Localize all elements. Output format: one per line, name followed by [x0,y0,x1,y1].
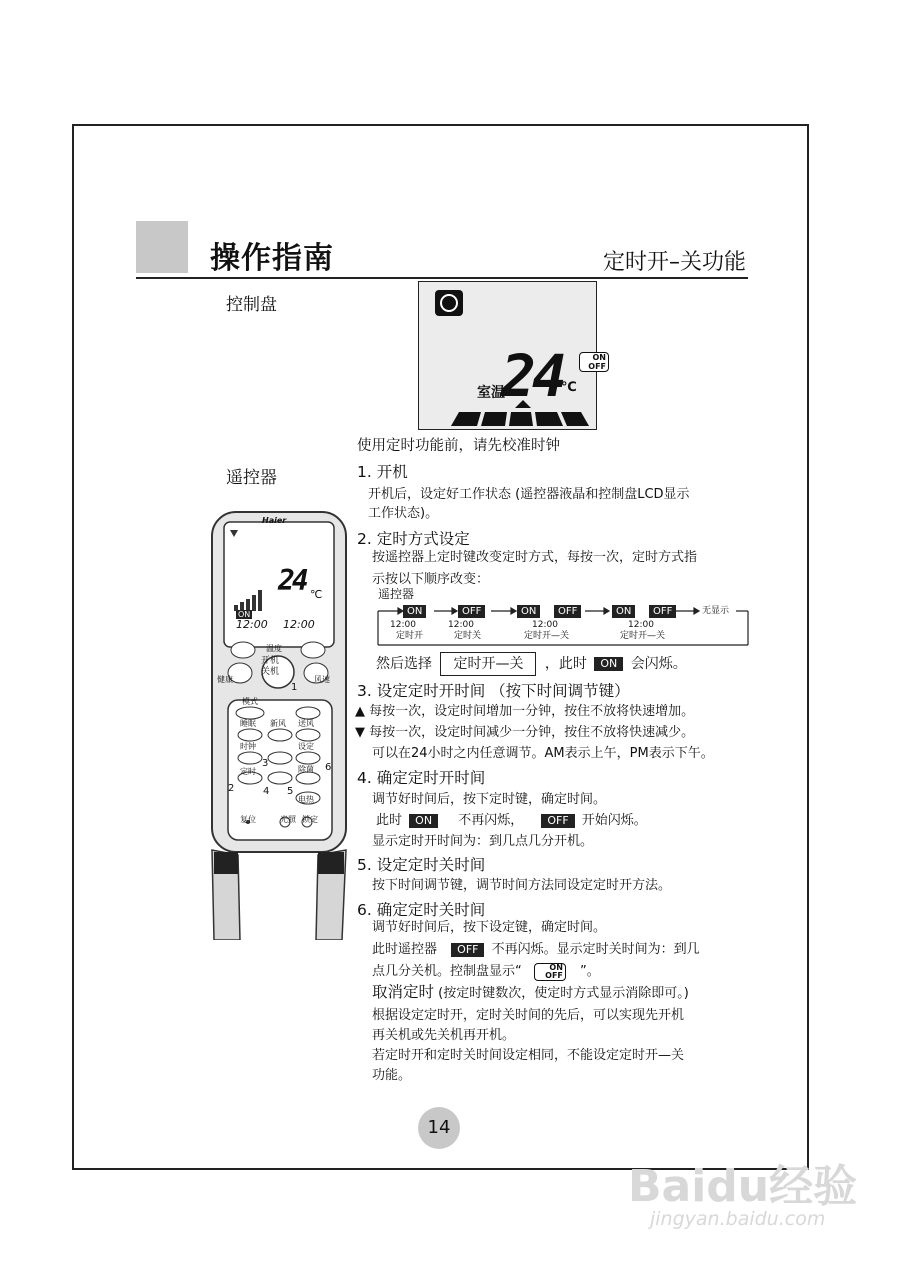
note-1: 根据设定定时开，定时关时间的先后，可以实现先开机 [372,1008,685,1023]
callout-3: 3 [262,758,269,769]
s4-off-badge: OFF [541,814,574,828]
timer-on-text: ON [592,353,606,362]
s6-text3b: ”。 [580,964,600,979]
step-3-note: 可以在24小时之内任意调节。AM表示上午，PM表示下午。 [372,746,714,761]
callout-1: 1 [291,682,298,693]
then-post: 会闪烁。 [630,656,687,672]
seq-off-1: OFF [458,605,485,618]
fresh-air-button[interactable]: 新风 [270,719,286,728]
page-title: 操作指南 [210,241,334,276]
note-3: 若定时开和定时关时间设定相同，不能设定定时开—关 [372,1048,685,1063]
seq-time-1: 12:00 [390,620,416,630]
step-4-text-2 [376,811,647,830]
light-button[interactable]: 光照 [280,815,296,824]
remote-time-on: 12:00 [236,618,268,631]
seq-none: 无显示 [702,606,730,616]
panel-unit: ℃ [561,380,577,395]
sequence-remote-label: 遥控器 [378,587,415,601]
clock-button[interactable]: 时钟 [240,742,256,751]
fan-button-label: 风速 [314,675,330,684]
timer-on-off-icon [534,963,566,981]
s6-pre: 此时遥控器 [372,942,438,957]
page-number: 14 [418,1107,460,1149]
cancel-timer-line [372,983,689,1003]
fan-icon [435,290,463,316]
then-pre: 然后选择 [376,656,432,672]
step-6-text-3 [372,962,600,981]
step-5-text-1: 按下时间调节键，调节时间方法同设定定时开方法。 [372,878,672,893]
step-1-text-1: 开机后，设定好工作状态 (遥控器液晶和控制盘LCD显示 [368,487,690,502]
step-2-text-2: 示按以下顺序改变： [372,572,490,587]
s6-icon-off: OFF [545,970,563,980]
seq-on-2: ON [517,605,540,618]
step-3-down: ▼ 每按一次，设定时间减少一分钟，按住不放将快速减少。 [355,725,695,740]
step-6-text-2 [372,940,700,959]
watermark-logo: Baidu经验 [628,1161,858,1212]
remote-unit: ℃ [310,588,323,601]
timer-off-text: OFF [588,362,606,371]
remote-on-indicator: ON [238,610,251,619]
seq-off-2: OFF [554,605,581,618]
swing-button[interactable]: 送风 [298,719,314,728]
seq-on-1: ON [403,605,426,618]
intro-text: 使用定时功能前，请先校准时钟 [357,438,560,454]
section-title: 定时开–关功能 [602,250,746,275]
temp-button-label: 温度 [266,644,282,653]
heater-button[interactable]: 电热 [298,795,314,804]
s6-post: 不再闪烁。显示定时关时间为：到几 [491,942,700,957]
callout-4: 4 [263,786,270,797]
room-temp-label: 室温 [477,385,505,401]
on-badge: ON [594,657,623,671]
step-5-title: 5. 设定定时关时间 [357,856,486,874]
set-button[interactable]: 设定 [298,742,314,751]
cancel-text: (按定时键数次，使定时方式显示消除即可。) [438,986,689,1001]
timer-button[interactable]: 定时 [240,767,256,776]
health-button-label: 健康 [217,675,233,684]
s6-icon-on: ON [549,962,563,972]
callout-6: 6 [325,762,332,773]
remote-brand: Haier [262,516,287,525]
title-rule [136,277,748,279]
step-6-text-1: 调节好时间后，按下设定键，确定时间。 [372,920,607,935]
remote-label: 遥控器 [226,468,277,488]
seq-on-3: ON [612,605,635,618]
step-3-up: ▲ 每按一次，设定时间增加一分钟，按住不放将快速增加。 [355,704,695,719]
seq-cap-4: 定时开—关 [620,631,666,641]
mode-button[interactable]: 模式 [242,697,258,706]
s4-on-badge: ON [409,814,438,828]
s6-text3a: 点几分关机。控制盘显示“ [372,964,522,979]
seq-time-4: 12:00 [628,620,654,630]
note-2: 再关机或先关机再开机。 [372,1028,516,1043]
lock-button[interactable]: 锁定 [302,815,318,824]
step-4-text-3: 显示定时开时间为：到几点几分开机。 [372,834,594,849]
step-1-text-2: 工作状态)。 [368,506,439,521]
step-6-title: 6. 确定定时关时间 [357,901,486,919]
panel-timer-icon [579,352,609,372]
step-2-text-1: 按遥控器上定时键改变定时方式，每按一次，定时方式指 [372,550,698,565]
control-panel-label: 控制盘 [226,295,277,315]
s4-pre: 此时 [376,813,403,828]
power-button[interactable]: 开机 关机 [261,656,280,677]
seq-cap-1: 定时开 [396,631,424,641]
seq-off-3: OFF [649,605,676,618]
step-3-title: 3. 设定定时开时间 （按下时间调节键） [357,682,630,700]
callout-2: 2 [228,783,235,794]
seq-cap-2: 定时关 [454,631,482,641]
step-2-title: 2. 定时方式设定 [357,530,470,548]
s4-mid: 不再闪烁， [458,813,524,828]
sleep-button[interactable]: 睡眠 [240,719,256,728]
section-tab [136,221,188,273]
seq-cap-3: 定时开—关 [524,631,570,641]
seq-time-2: 12:00 [448,620,474,630]
step-4-text-1: 调节好时间后，按下定时键，确定时间。 [372,792,607,807]
s4-post: 开始闪烁。 [581,813,647,828]
cancel-title: 取消定时 [372,983,435,1001]
remote-time-off: 12:00 [283,618,315,631]
timer-mode-sequence [376,605,751,647]
then-mid: ，此时 [544,656,587,672]
step-2-then [376,652,687,676]
mode-selection-box: 定时开—关 [440,652,536,676]
reset-button[interactable]: 复位 [240,815,256,824]
dehumidify-button[interactable]: 除菌 [298,765,314,774]
remote-temperature: 24 [278,564,306,597]
note-4: 功能。 [372,1068,412,1083]
s6-off-badge: OFF [451,943,484,957]
callout-5: 5 [287,786,294,797]
control-panel-display [418,281,606,430]
step-1-title: 1. 开机 [357,463,408,481]
watermark-url: jingyan.baidu.com [650,1208,826,1230]
seq-time-3: 12:00 [532,620,558,630]
panel-temperature: 24 [501,342,563,410]
step-4-title: 4. 确定定时开时间 [357,769,486,787]
